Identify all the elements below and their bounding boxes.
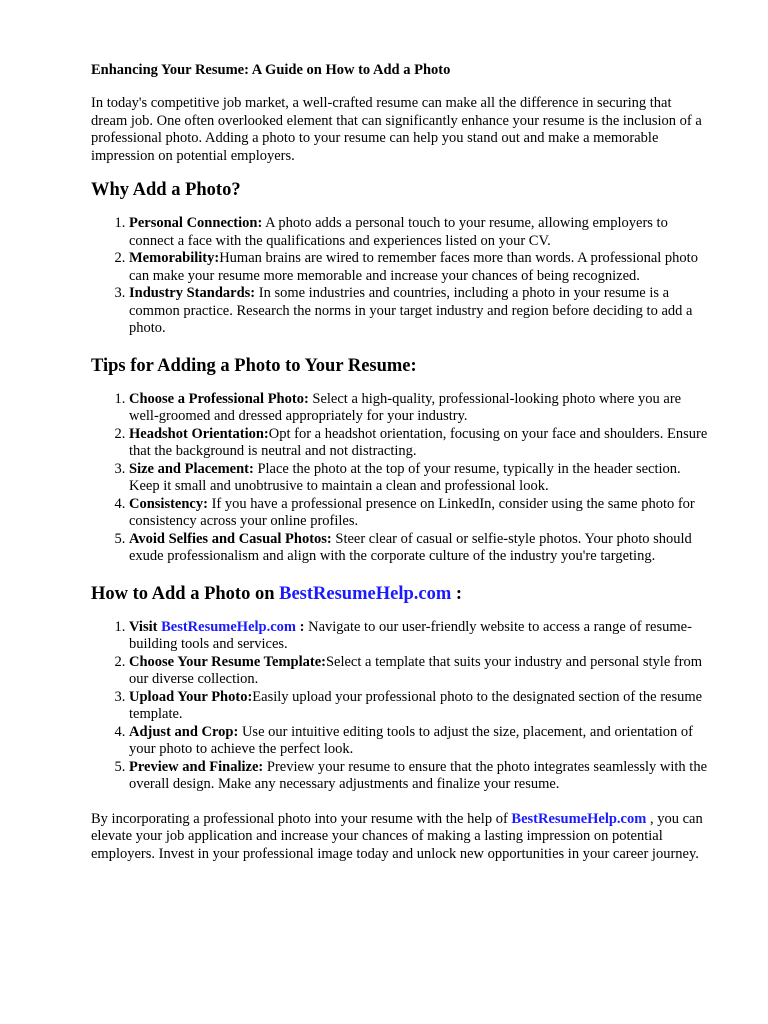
list-item-text: Navigate to our user-friendly website to access a range of resume-building tools and services.	[129, 618, 692, 652]
list-item	[129, 724, 708, 759]
list-item	[129, 250, 708, 285]
list-item	[129, 496, 708, 531]
list-item	[129, 689, 708, 724]
why-list	[91, 215, 708, 338]
list-item-text: Use our intuitive editing tools to adjust the size, placement, and orientation of your photo to achieve the perfect look.	[129, 723, 693, 757]
list-item-colon: :	[296, 618, 305, 635]
list-item-term: Size and Placement:	[129, 460, 254, 477]
intro-paragraph: In today's competitive job market, a well-crafted resume can make all the difference in securing that dream job. One often overlooked element that can significantly enhance your resume is the inclusion of a professional photo. Adding a photo to your resume can help you stand out and make a memorable impression on potential employers.	[91, 95, 702, 164]
list-item-text: Human brains are wired to remember faces more than words. A professional photo can make your resume more memorable and increase your chances of being recognized.	[129, 250, 698, 284]
list-item-term: Industry Standards:	[129, 285, 256, 301]
list-item	[129, 759, 708, 794]
list-item-text: Select a high-quality, professional-looking photo where you are well-groomed and dressed appropriately for your industry.	[129, 390, 682, 424]
list-item-text: Opt for a headshot orientation, focusing on your face and shoulders. Ensure that the background is neutral and not distracting.	[129, 425, 708, 459]
list-item-term: Adjust and Crop:	[129, 723, 239, 740]
list-item	[129, 531, 708, 566]
list-item-text: If you have a professional presence on LinkedIn, consider using the same photo for consistency across your online profiles.	[129, 495, 695, 529]
list-item-term: Avoid Selfies and Casual Photos:	[129, 530, 332, 547]
list-item-text: Steer clear of casual or selfie-style photos. Your photo should exude professionalism and align with the corporate culture of the industry you're targeting.	[129, 530, 692, 564]
list-item-text: Place the photo at the top of your resume, typically in the header section. Keep it small and unobtrusive to maintain a clean and professional look.	[129, 460, 681, 494]
heading-prefix: How to Add a Photo on	[91, 583, 280, 604]
document-title: Enhancing Your Resume: A Guide on How to Add a Photo	[91, 62, 451, 78]
bestresumehelp-link[interactable]: BestResumeHelp.com	[161, 618, 296, 635]
heading-suffix: :	[451, 583, 463, 604]
how-list	[91, 619, 708, 794]
closing-before: By incorporating a professional photo into your resume with the help of	[91, 810, 512, 827]
list-item-text: Select a template that suits your industry and personal style from our diverse collection.	[129, 653, 703, 687]
list-item	[129, 285, 708, 338]
list-item	[129, 391, 708, 426]
tips-list	[91, 391, 708, 566]
list-item	[129, 426, 708, 461]
list-item-text: Easily upload your professional photo to the designated section of the resume template.	[129, 688, 703, 722]
list-item-text: A photo adds a personal touch to your resume, allowing employers to connect a face with the qualifications and experiences listed on your CV.	[129, 215, 668, 249]
list-item-term: Choose Your Resume Template:	[129, 653, 326, 670]
list-item	[129, 654, 708, 689]
list-item	[129, 461, 708, 496]
list-item-term: Memorability:	[129, 250, 220, 266]
bestresumehelp-link[interactable]: BestResumeHelp.com	[279, 583, 452, 604]
section-heading-tips: Tips for Adding a Photo to Your Resume:	[91, 355, 417, 376]
list-item-term: Personal Connection:	[129, 215, 263, 231]
list-item	[129, 619, 708, 654]
list-item-term: Visit	[129, 618, 162, 635]
closing-paragraph	[91, 811, 708, 864]
list-item	[129, 215, 708, 250]
list-item-term: Consistency:	[129, 495, 208, 512]
list-item-term: Upload Your Photo:	[129, 688, 253, 705]
list-item-text: In some industries and countries, including a photo in your resume is a common practice. Research the norms in your target industry and region before deciding to add a photo.	[129, 285, 693, 336]
section-heading-how	[91, 583, 708, 605]
closing-after: , you can elevate your job application and increase your chances of making a lasting impression on potential employers. Invest in your professional image today and unlock new opportunities in your career journey.	[91, 810, 703, 862]
list-item-text: Preview your resume to ensure that the photo integrates seamlessly with the overall design. Make any necessary adjustments and finalize your resume.	[129, 758, 708, 792]
list-item-term: Choose a Professional Photo:	[129, 390, 309, 407]
list-item-term: Headshot Orientation:	[129, 425, 269, 442]
bestresumehelp-link[interactable]: BestResumeHelp.com	[511, 810, 647, 827]
list-item-term: Preview and Finalize:	[129, 758, 264, 775]
section-heading-why: Why Add a Photo?	[91, 180, 241, 200]
